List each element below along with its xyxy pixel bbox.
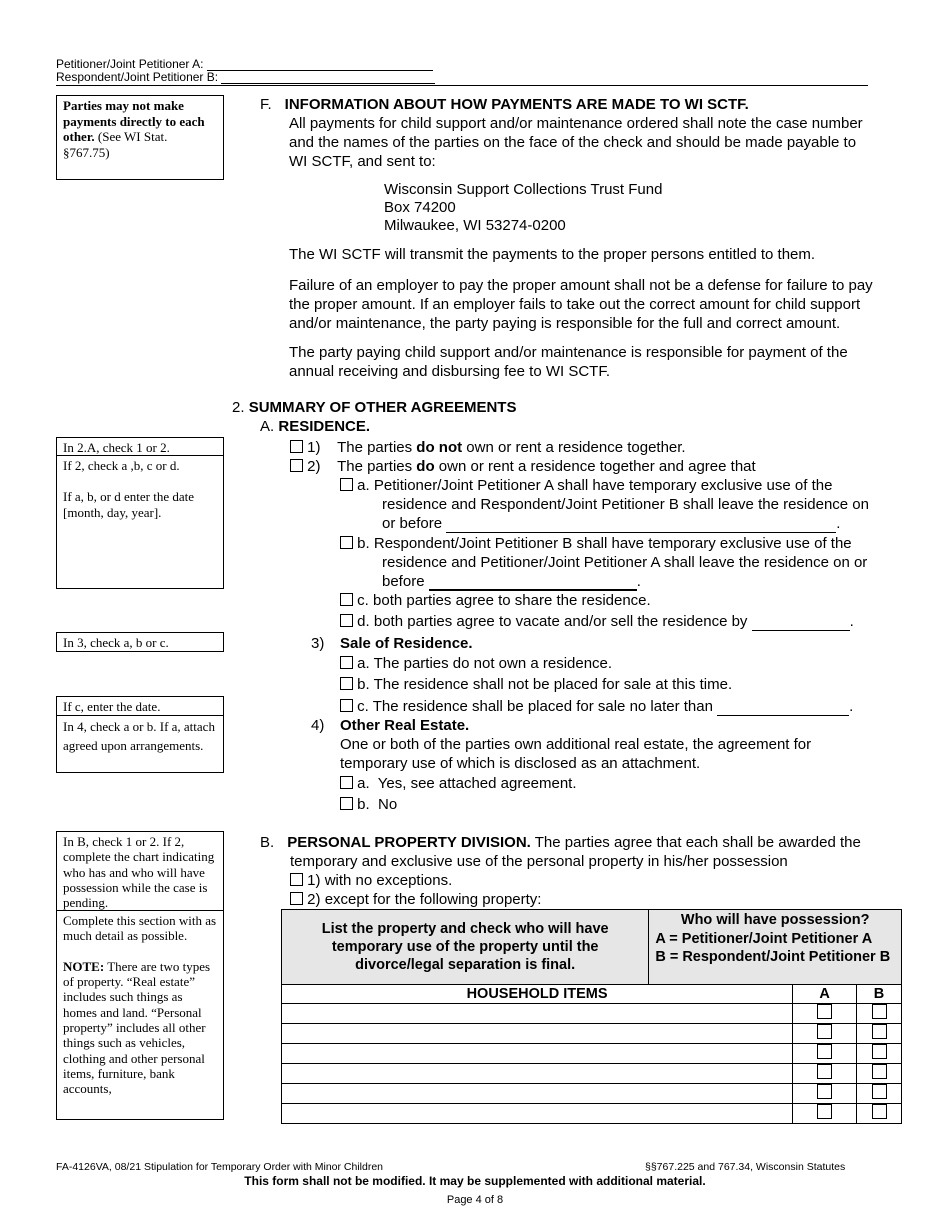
sale-3c-label: c. — [357, 698, 369, 715]
table-row — [282, 1064, 902, 1084]
real-estate-4b-checkbox[interactable] — [340, 797, 353, 810]
sidebar-note-5b — [56, 910, 224, 1120]
property-opt1-text: with no exceptions. — [324, 872, 453, 889]
section-2a-title: RESIDENCE. — [278, 418, 371, 435]
residence-opt2-bold: do — [416, 458, 435, 475]
sale-3c: c. The residence shall be placed for sale no later than . — [340, 697, 853, 716]
residence-2a — [340, 476, 832, 495]
table-row — [282, 1044, 902, 1064]
residence-2b-label: b. — [357, 535, 370, 552]
possession-b-checkbox[interactable] — [872, 1084, 887, 1099]
section-2-num: 2. — [232, 399, 245, 416]
section-f-para2: The WI SCTF will transmit the payments to the proper persons entitled to them. — [289, 246, 816, 263]
item-field[interactable] — [282, 1064, 793, 1084]
section-f-line2: and the names of the parties on the face of the check and should be made payable to — [289, 134, 857, 151]
sale-3b-checkbox[interactable] — [340, 677, 353, 690]
residence-option-1 — [290, 438, 686, 457]
table-row — [282, 1104, 902, 1124]
sale-3b-label: b. — [357, 676, 370, 693]
residence-2c-label: c. — [357, 592, 369, 609]
possession-a-checkbox[interactable] — [817, 1044, 832, 1059]
household-items-header: HOUSEHOLD ITEMS — [282, 985, 793, 1004]
residence-2a-line3: or before . — [382, 515, 841, 532]
sale-3a-label: a. — [357, 655, 370, 672]
residence-2a-checkbox[interactable] — [340, 478, 353, 491]
possession-b-checkbox[interactable] — [872, 1064, 887, 1079]
section-b-letter: B. — [260, 834, 275, 851]
sidebar-note-5b-text: Complete this section with as much detail as possible. — [63, 913, 217, 944]
residence-2a-line1: Petitioner/Joint Petitioner A shall have temporary exclusive use of the — [373, 477, 833, 494]
respondent-name-field[interactable] — [221, 71, 435, 84]
possession-b-checkbox[interactable] — [872, 1004, 887, 1019]
residence-option-2 — [290, 457, 756, 476]
address-line3: Milwaukee, WI 53274-0200 — [384, 217, 566, 234]
sale-3b — [340, 675, 732, 694]
property-opt1-checkbox[interactable] — [290, 873, 303, 886]
property-option-2 — [290, 890, 541, 909]
table-row — [282, 1004, 902, 1024]
possession-heading: Who will have possession? — [680, 912, 870, 928]
section-b-line1: The parties agree that each shall be awarded the — [534, 834, 861, 851]
sidebar-note-5c-bold: NOTE: — [63, 958, 105, 974]
item-field[interactable] — [282, 1044, 793, 1064]
footer-notice: This form shall not be modified. It may be supplemented with additional material. — [244, 1174, 706, 1188]
sidebar-note-2c-text: If a, b, or d enter the date [month, day, year]. — [63, 489, 195, 520]
sidebar-note-2a-text: In 2.A, check 1 or 2. — [63, 440, 170, 455]
residence-2a-before-label: or before — [382, 515, 443, 532]
respondent-label: Respondent/Joint Petitioner B: — [56, 70, 219, 84]
residence-opt1-checkbox[interactable] — [290, 440, 303, 453]
residence-opt1-pre: The parties — [337, 439, 413, 456]
residence-2b-checkbox[interactable] — [340, 536, 353, 549]
sidebar-note-2a — [56, 437, 224, 456]
header-divider — [56, 85, 868, 86]
section-f-para3-line3: and/or maintenance, the party paying is responsible for the full and correct amount. — [289, 315, 841, 332]
sidebar-note-2b-text: If 2, check a ,b, c or d. — [63, 458, 180, 473]
residence-opt2-post: own or rent a residence together and agree that — [438, 458, 756, 475]
possession-a-legend: A = Petitioner/Joint Petitioner A — [655, 930, 873, 947]
section-2-title: SUMMARY OF OTHER AGREEMENTS — [248, 399, 517, 416]
real-estate-title: Other Real Estate. — [340, 717, 470, 734]
petitioner-label: Petitioner/Joint Petitioner A: — [56, 57, 204, 71]
property-option-1 — [290, 871, 452, 890]
residence-2d-label: d. — [357, 613, 370, 630]
column-b-header: B — [857, 985, 902, 1004]
residence-2b-line1: Respondent/Joint Petitioner B shall have temporary exclusive use of the — [373, 535, 852, 552]
residence-2a-label: a. — [357, 477, 370, 494]
residence-2b-line2: residence and Petitioner/Joint Petitioner A shall leave the residence on or — [382, 554, 868, 571]
footer-statutes: §§767.225 and 767.34, Wisconsin Statutes — [645, 1161, 846, 1173]
sidebar-note-3 — [56, 632, 224, 652]
sale-3a-text: The parties do not own a residence. — [373, 655, 613, 672]
section-f-line1: All payments for child support and/or maintenance ordered shall note the case number — [289, 115, 863, 132]
section-b-line2: temporary and exclusive use of the personal property in his/her possession — [290, 853, 788, 870]
possession-b-legend: B = Respondent/Joint Petitioner B — [655, 949, 891, 965]
residence-opt2-pre: The parties — [337, 458, 413, 475]
property-opt2-text: except for the following property: — [324, 891, 542, 908]
sidebar-note-5a — [56, 831, 224, 911]
possession-a-checkbox[interactable] — [817, 1024, 832, 1039]
section-b-heading — [260, 833, 861, 852]
possession-b-checkbox[interactable] — [872, 1044, 887, 1059]
real-estate-4b — [340, 795, 397, 814]
section-f-line3: WI SCTF, and sent to: — [289, 153, 436, 170]
residence-2b-before-label: before — [382, 573, 425, 590]
section-f-para3-line1: Failure of an employer to pay the proper amount shall not be a defense for failure to pay — [289, 277, 873, 294]
residence-opt2-num: 2) — [307, 458, 321, 475]
address-line1: Wisconsin Support Collections Trust Fund — [384, 181, 663, 198]
residence-2b — [340, 534, 852, 553]
property-table — [281, 909, 902, 1124]
page-number: Page 4 of 8 — [446, 1194, 504, 1206]
table-row — [282, 1024, 902, 1044]
possession-a-checkbox[interactable] — [817, 1064, 832, 1079]
sidebar-note-5a-text: In B, check 1 or 2. If 2, complete the chart indicating who has and who will have possession while the case is pending. — [63, 834, 215, 911]
residence-2a-date-field[interactable] — [446, 517, 836, 533]
sale-of-residence-heading — [311, 634, 473, 653]
real-estate-line2: temporary use of which is disclosed as an attachment. — [340, 755, 701, 772]
section-f-para4-line1: The party paying child support and/or maintenance is responsible for payment of the — [289, 344, 848, 361]
section-f-para3-line2: the proper amount. If an employer fails to take out the correct amount for child support — [289, 296, 861, 313]
residence-2c-checkbox[interactable] — [340, 593, 353, 606]
item-field[interactable] — [282, 1104, 793, 1124]
sale-3c-date-field[interactable] — [717, 700, 849, 716]
sale-3c-checkbox[interactable] — [340, 699, 353, 712]
item-field[interactable] — [282, 1004, 793, 1024]
residence-2c — [340, 591, 651, 610]
real-estate-line1: One or both of the parties own additional real estate, the agreement for — [340, 736, 812, 753]
real-estate-4b-label: b. — [357, 796, 370, 813]
address-line2: Box 74200 — [384, 199, 456, 216]
other-real-estate-heading — [311, 716, 469, 735]
residence-2b-line3: before . — [382, 573, 641, 590]
residence-2a-line2: residence and Respondent/Joint Petitioner B shall leave the residence on — [382, 496, 869, 513]
residence-2d-checkbox[interactable] — [340, 614, 353, 627]
real-estate-4a-text: Yes, see attached agreement. — [377, 775, 577, 792]
sidebar-note-4b — [56, 715, 224, 773]
property-table-right-header — [649, 910, 902, 985]
residence-2c-text: both parties agree to share the residence. — [373, 592, 651, 609]
property-opt1-num: 1) — [307, 872, 321, 889]
section-2-heading — [232, 398, 516, 417]
residence-2b-date-field[interactable] — [429, 574, 637, 591]
sidebar-note-3-text: In 3, check a, b or c. — [63, 635, 169, 650]
possession-b-checkbox[interactable] — [872, 1024, 887, 1039]
residence-2d-date-field[interactable] — [752, 615, 850, 631]
item-field[interactable] — [282, 1024, 793, 1044]
section-f-letter: F. — [260, 96, 272, 113]
residence-opt2-checkbox[interactable] — [290, 459, 303, 472]
section-f-heading: F. INFORMATION ABOUT HOW PAYMENTS ARE MADE TO WI SCTF. — [260, 96, 749, 113]
table-row — [282, 1084, 902, 1104]
sidebar-note-bold: Parties may not make payments directly to each other. — [63, 98, 205, 144]
section-2a-letter: A. — [260, 418, 275, 435]
petitioner-line — [56, 57, 433, 71]
sale-3a-checkbox[interactable] — [340, 656, 353, 669]
footer-form-id: FA-4126VA, 08/21 Stipulation for Temporary Order with Minor Children — [56, 1161, 384, 1173]
sale-title: Sale of Residence. — [340, 635, 473, 652]
residence-2d-text: both parties agree to vacate and/or sell the residence by — [373, 613, 748, 630]
sidebar-note-payments — [56, 95, 224, 180]
section-2a-heading — [260, 417, 370, 436]
possession-b-checkbox[interactable] — [872, 1104, 887, 1119]
sidebar-note-rest: (See WI Stat. §767.75) — [63, 129, 168, 160]
real-estate-4a — [340, 774, 577, 793]
possession-a-checkbox[interactable] — [817, 1084, 832, 1099]
respondent-line — [56, 70, 435, 84]
sidebar-note-4b-text: In 4, check a or b. If a, attach agreed upon arrangements. — [63, 719, 215, 753]
property-opt2-checkbox[interactable] — [290, 892, 303, 905]
real-estate-4a-label: a. — [357, 775, 370, 792]
item-field[interactable] — [282, 1084, 793, 1104]
property-table-left-header: List the property and check who will have temporary use of the property until the divorce/legal separation is final. — [282, 910, 649, 985]
section-b-title: PERSONAL PROPERTY DIVISION. — [287, 834, 531, 851]
real-estate-num: 4) — [311, 717, 325, 734]
property-opt2-num: 2) — [307, 891, 321, 908]
possession-a-checkbox[interactable] — [817, 1104, 832, 1119]
sale-3c-text: The residence shall be placed for sale no later than — [372, 698, 713, 715]
sale-3b-text: The residence shall not be placed for sale at this time. — [373, 676, 733, 693]
sidebar-note-4a-text: If c, enter the date. — [63, 699, 161, 714]
possession-a-checkbox[interactable] — [817, 1004, 832, 1019]
sidebar-note-4a — [56, 696, 224, 716]
real-estate-4a-checkbox[interactable] — [340, 776, 353, 789]
residence-opt1-bold: do not — [416, 439, 463, 456]
sidebar-note-5c-text: There are two types of property. “Real estate” includes such things as homes and land. “Personal property” includes all other things such as vehicles, clothing and other personal items, furniture, bank accounts, — [63, 958, 211, 1097]
sidebar-note-2b — [56, 455, 224, 589]
column-a-header: A — [793, 985, 857, 1004]
residence-opt1-num: 1) — [307, 439, 321, 456]
sale-3a — [340, 654, 612, 673]
section-f-title: INFORMATION ABOUT HOW PAYMENTS ARE MADE TO WI SCTF — [284, 96, 745, 113]
residence-opt1-post: own or rent a residence together. — [466, 439, 686, 456]
section-f-para4-line2: annual receiving and disbursing fee to WI SCTF. — [289, 363, 610, 380]
sale-num: 3) — [311, 635, 325, 652]
real-estate-4b-text: No — [378, 796, 398, 813]
residence-2d: d. both parties agree to vacate and/or sell the residence by . — [340, 612, 854, 631]
